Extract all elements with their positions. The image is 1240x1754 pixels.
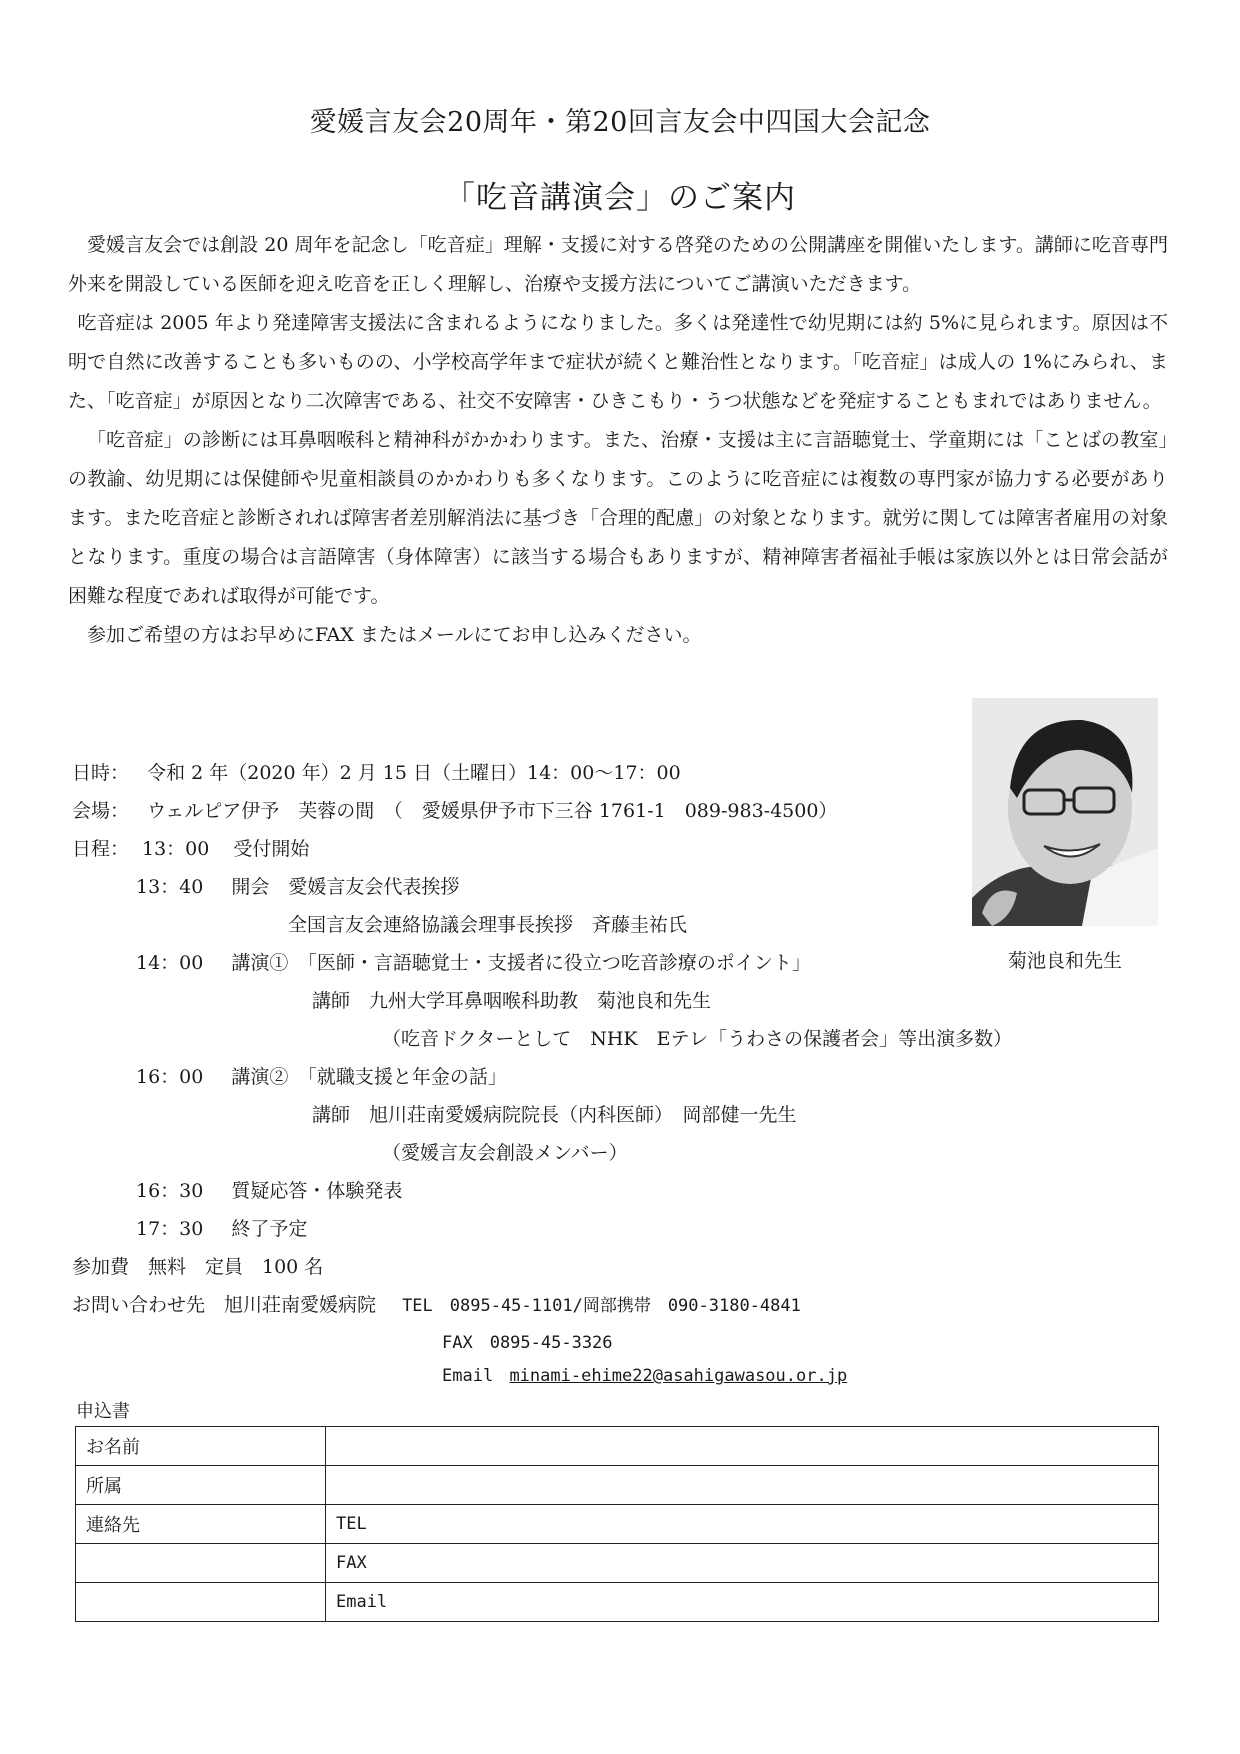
form-name-label: お名前 xyxy=(76,1427,326,1466)
datetime-label: 日時： xyxy=(72,762,130,784)
schedule-item xyxy=(136,1214,307,1241)
contact-tel: TEL 0895-45-1101/岡部携帯 090-3180-4841 xyxy=(402,1296,801,1316)
contact-email-link[interactable]: minami-ehime22@asahigawasou.or.jp xyxy=(509,1366,848,1386)
schedule-text: （愛媛言友会創設メンバー） xyxy=(382,1142,628,1164)
form-name-field[interactable] xyxy=(326,1427,1159,1466)
application-form-heading: 申込書 xyxy=(76,1401,130,1422)
form-row-contact-fax xyxy=(76,1544,1159,1583)
schedule-time: 14：00 xyxy=(136,952,204,974)
schedule-item xyxy=(142,834,309,861)
schedule-item xyxy=(382,1024,1012,1051)
contact-label: お問い合わせ先 旭川荘南愛媛病院 xyxy=(72,1294,377,1316)
schedule-label-row xyxy=(72,834,129,861)
venue-row xyxy=(72,796,837,823)
form-row-name xyxy=(76,1427,1159,1466)
speaker-portrait-icon xyxy=(972,698,1158,926)
schedule-item xyxy=(382,1138,628,1165)
schedule-text: 講演① 「医師・言語聴覚士・支援者に役立つ吃音診療のポイント」 xyxy=(231,952,811,974)
datetime-value: 令和 2 年（2020 年）2 月 15 日（土曜日）14：00～17：00 xyxy=(147,762,681,784)
schedule-time: 13：00 xyxy=(142,838,210,860)
event-title: 「吃音講演会」のご案内 xyxy=(444,180,796,216)
schedule-text: 開会 愛媛言友会代表挨拶 xyxy=(231,876,460,898)
contact-row xyxy=(72,1290,801,1317)
schedule-text: 講演② 「就職支援と年金の話」 xyxy=(231,1066,507,1088)
schedule-text: 講師 九州大学耳鼻咽喉科助教 菊池良和先生 xyxy=(312,990,712,1012)
form-contact-blank xyxy=(76,1583,326,1622)
venue-label: 会場： xyxy=(72,800,130,822)
schedule-text: 全国言友会連絡協議会理事長挨拶 斉藤圭祐氏 xyxy=(288,914,688,936)
schedule-time: 13：40 xyxy=(136,876,204,898)
schedule-item xyxy=(136,1176,402,1203)
contact-fax: FAX 0895-45-3326 xyxy=(442,1333,613,1353)
schedule-item xyxy=(136,948,811,975)
form-fax-field[interactable] xyxy=(326,1544,1159,1583)
speaker-photo xyxy=(972,698,1158,926)
form-row-contact-tel xyxy=(76,1505,1159,1544)
form-contact-blank xyxy=(76,1544,326,1583)
venue-value: ウェルピア伊予 芙蓉の間 （ 愛媛県伊予市下三谷 1761-1 089-983-4500） xyxy=(147,800,838,822)
intro-paragraph: 「吃音症」の診断には耳鼻咽喉科と精神科がかかわります。また、治療・支援は主に言語聴覚士、学童期には「ことばの教室」の教諭、幼児期には保健師や児童相談員のかかわりも多くなります。このように吃音症には複数の専門家が協力する必要があります。また吃音症と診断されれば障害者差別解消法に基づき「合理的配慮」の対象となります。就労に関しては障害者雇用の対象となります。重度の場合は言語障害（身体障害）に該当する場合もありますが、精神障害者福祉手帳は家族以外とは日常会話が困難な程度であれば取得が可能です。 xyxy=(68,429,1168,607)
form-row-affiliation xyxy=(76,1466,1159,1505)
application-form-table xyxy=(75,1426,1159,1622)
schedule-label: 日程： xyxy=(72,838,130,860)
event-supertitle: 愛媛言友会20周年・第20回言友会中四国大会記念 xyxy=(309,107,931,138)
schedule-item xyxy=(312,1100,797,1127)
schedule-time: 17：30 xyxy=(136,1218,204,1240)
schedule-text: （吃音ドクターとして NHK Eテレ「うわさの保護者会」等出演多数） xyxy=(382,1028,1013,1050)
form-tel-label: TEL xyxy=(336,1514,367,1534)
schedule-text: 講師 旭川荘南愛媛病院院長（内科医師） 岡部健一先生 xyxy=(312,1104,797,1126)
intro-paragraph: 吃音症は 2005 年より発達障害支援法に含まれるようになりました。多くは発達性で幼児期には約 5%に見られます。原因は不明で自然に改善することも多いものの、小学校高学年まで症状が続くと難治性となります。「吃音症」は成人の 1%にみられ、また、「吃音症」が原因となり二次障害である、社交不安障害・ひきこもり・うつ状態などを発症することもまれではありません。 xyxy=(68,312,1168,412)
form-email-label: Email xyxy=(336,1592,388,1612)
intro-paragraph: 愛媛言友会では創設 20 周年を記念し「吃音症」理解・支援に対する啓発のための公開講座を開催いたします。講師に吃音専門外来を開設している医師を迎え吃音を正しく理解し、治療や支援方法についてご講演いただきます。 xyxy=(68,234,1168,295)
schedule-text: 終了予定 xyxy=(231,1218,308,1240)
form-affiliation-label: 所属 xyxy=(76,1466,326,1505)
schedule-item xyxy=(136,1062,507,1089)
form-row-contact-email xyxy=(76,1583,1159,1622)
schedule-item xyxy=(288,910,687,937)
form-contact-label: 連絡先 xyxy=(76,1505,326,1544)
fee-row: 参加費 無料 定員 100 名 xyxy=(72,1256,324,1278)
schedule-time: 16：30 xyxy=(136,1180,204,1202)
schedule-item xyxy=(312,986,711,1013)
schedule-item xyxy=(136,872,459,899)
schedule-time: 16：00 xyxy=(136,1066,204,1088)
intro-paragraph: 参加ご希望の方はお早めにFAX またはメールにてお申し込みください。 xyxy=(87,624,702,646)
datetime-row xyxy=(72,758,681,785)
form-tel-field[interactable] xyxy=(326,1505,1159,1544)
speaker-photo-caption: 菊池良和先生 xyxy=(1007,950,1122,972)
intro-text xyxy=(68,226,1168,655)
contact-email-row xyxy=(442,1366,847,1386)
schedule-text: 受付開始 xyxy=(233,838,310,860)
form-fax-label: FAX xyxy=(336,1553,367,1573)
schedule-text: 質疑応答・体験発表 xyxy=(231,1180,403,1202)
contact-email-label: Email xyxy=(442,1366,494,1386)
form-email-field[interactable] xyxy=(326,1583,1159,1622)
form-affiliation-field[interactable] xyxy=(326,1466,1159,1505)
